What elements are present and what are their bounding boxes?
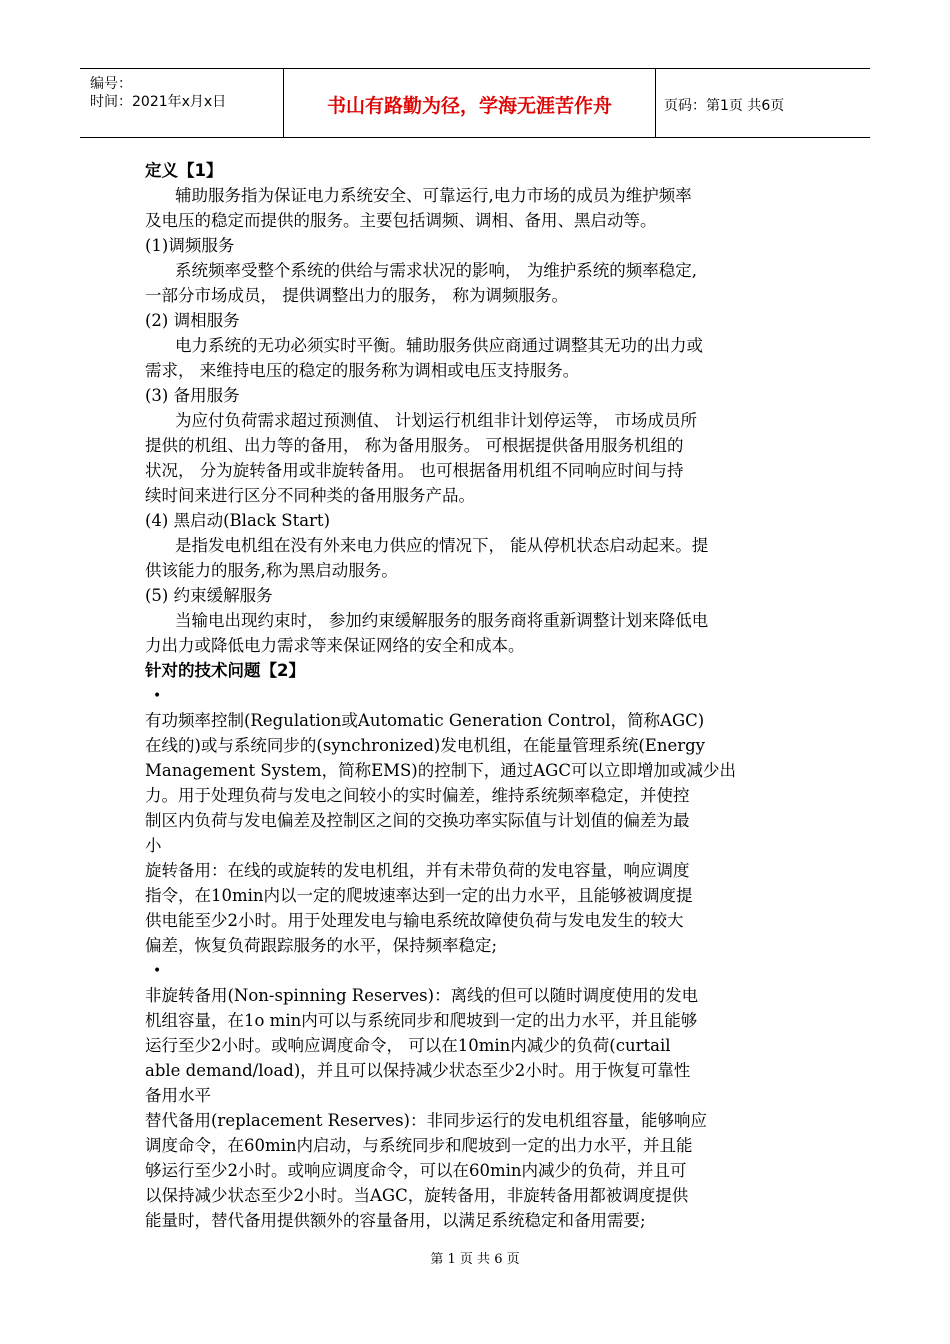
paragraph-line: 机组容量，在1o min内可以与系统同步和爬坡到一定的出力水平，并且能够 xyxy=(145,1011,698,1030)
paragraph-line: 指令，在10min内以一定的爬坡速率达到一定的出力水平，且能够被调度提 xyxy=(145,886,693,905)
subheading-line: (1)调频服务 xyxy=(145,236,235,255)
header-page-cell xyxy=(656,69,870,137)
paragraph-line: 及电压的稳定而提供的服务。主要包括调频、调相、备用、黑启动等。 xyxy=(145,211,657,230)
paragraph-line: 当输电出现约束时， 参加约束缓解服务的服务商将重新调整计划来降低电 xyxy=(175,611,709,630)
paragraph-line: 系统频率受整个系统的供给与需求状况的影响， 为维护系统的频率稳定, xyxy=(175,261,697,280)
header-page-label: 页码：第1页 共6页 xyxy=(664,98,785,114)
paragraph-line: 力出力或降低电力需求等来保证网络的安全和成本。 xyxy=(145,636,525,655)
page-footer: 第 1 页 共 6 页 xyxy=(430,1252,520,1267)
paragraph-line: 够运行至少2小时。或响应调度命令，可以在60min内减少的负荷，并且可 xyxy=(145,1161,687,1180)
paragraph-line: Management System，简称EMS)的控制下，通过AGC可以立即增加或减少出 xyxy=(145,761,736,780)
paragraph-line: 续时间来进行区分不同种类的备用服务产品。 xyxy=(145,486,475,505)
bullet-marker: • xyxy=(153,688,162,704)
paragraph-line: 以保持减少状态至少2小时。当AGC，旋转备用，非旋转备用都被调度提供 xyxy=(145,1186,689,1205)
paragraph-line: 力。用于处理负荷与发电之间较小的实时偏差，维持系统频率稳定，并使控 xyxy=(145,786,690,805)
paragraph-line: 能量时，替代备用提供额外的容量备用，以满足系统稳定和备用需要; xyxy=(145,1211,646,1230)
document-date-label: 时间：2021年x月x日 xyxy=(90,94,227,110)
subheading-line: (5) 约束缓解服务 xyxy=(145,586,273,605)
bullet-marker: • xyxy=(153,963,162,979)
document-number-label: 编号： xyxy=(90,76,132,92)
header-info-cell xyxy=(80,69,284,137)
paragraph-line: 供该能力的服务,称为黑启动服务。 xyxy=(145,561,398,580)
paragraph-line: 小 xyxy=(145,836,162,855)
paragraph-line: 运行至少2小时。或响应调度命令， 可以在10min内减少的负荷(curtail xyxy=(145,1036,671,1055)
paragraph-line: 为应付负荷需求超过预测值、 计划运行机组非计划停运等， 市场成员所 xyxy=(175,411,697,430)
paragraph-line: 在线的)或与系统同步的(synchronized)发电机组，在能量管理系统(Energy xyxy=(145,736,705,755)
section-heading-definition: 定义【1】 xyxy=(145,161,223,180)
paragraph-line: 一部分市场成员， 提供调整出力的服务， 称为调频服务。 xyxy=(145,286,568,305)
paragraph-line: 需求， 来维持电压的稳定的服务称为调相或电压支持服务。 xyxy=(145,361,580,380)
paragraph-line: able demand/load)，并且可以保持减少状态至少2小时。用于恢复可靠性 xyxy=(145,1061,691,1080)
subheading-line: (2) 调相服务 xyxy=(145,311,240,330)
paragraph-line: 偏差，恢复负荷跟踪服务的水平，保持频率稳定; xyxy=(145,936,498,955)
paragraph-line: 辅助服务指为保证电力系统安全、可靠运行,电力市场的成员为维护频率 xyxy=(175,186,692,205)
paragraph-line: 供电能至少2小时。用于处理发电与输电系统故障使负荷与发电发生的较大 xyxy=(145,911,684,930)
subheading-line: (4) 黑启动(Black Start) xyxy=(145,511,331,530)
section-heading-technical: 针对的技术问题【2】 xyxy=(145,661,305,680)
subheading-line: (3) 备用服务 xyxy=(145,386,240,405)
paragraph-line: 有功频率控制(Regulation或Automatic Generation Control，简称AGC) xyxy=(145,711,705,730)
header-motto-cell xyxy=(284,69,656,137)
paragraph-line: 电力系统的无功必须实时平衡。辅助服务供应商通过调整其无功的出力或 xyxy=(175,336,703,355)
paragraph-line: 替代备用(replacement Reserves)：非同步运行的发电机组容量，能够响应 xyxy=(145,1111,707,1130)
paragraph-line: 备用水平 xyxy=(145,1086,211,1105)
header-motto: 书山有路勤为径，学海无涯苦作舟 xyxy=(326,95,612,117)
paragraph-line: 非旋转备用(Non-spinning Reserves)：离线的但可以随时调度使用的发电 xyxy=(145,986,699,1005)
paragraph-line: 状况， 分为旋转备用或非旋转备用。 也可根据备用机组不同响应时间与持 xyxy=(145,461,684,480)
paragraph-line: 是指发电机组在没有外来电力供应的情况下， 能从停机状态启动起来。提 xyxy=(175,536,709,555)
paragraph-line: 制区内负荷与发电偏差及控制区之间的交换功率实际值与计划值的偏差为最 xyxy=(145,811,690,830)
paragraph-line: 旋转备用：在线的或旋转的发电机组，并有未带负荷的发电容量，响应调度 xyxy=(145,861,690,880)
paragraph-line: 提供的机组、出力等的备用， 称为备用服务。 可根据提供备用服务机组的 xyxy=(145,436,684,455)
header-table xyxy=(80,68,870,138)
paragraph-line: 调度命令，在60min内启动，与系统同步和爬坡到一定的出力水平，并且能 xyxy=(145,1136,693,1155)
